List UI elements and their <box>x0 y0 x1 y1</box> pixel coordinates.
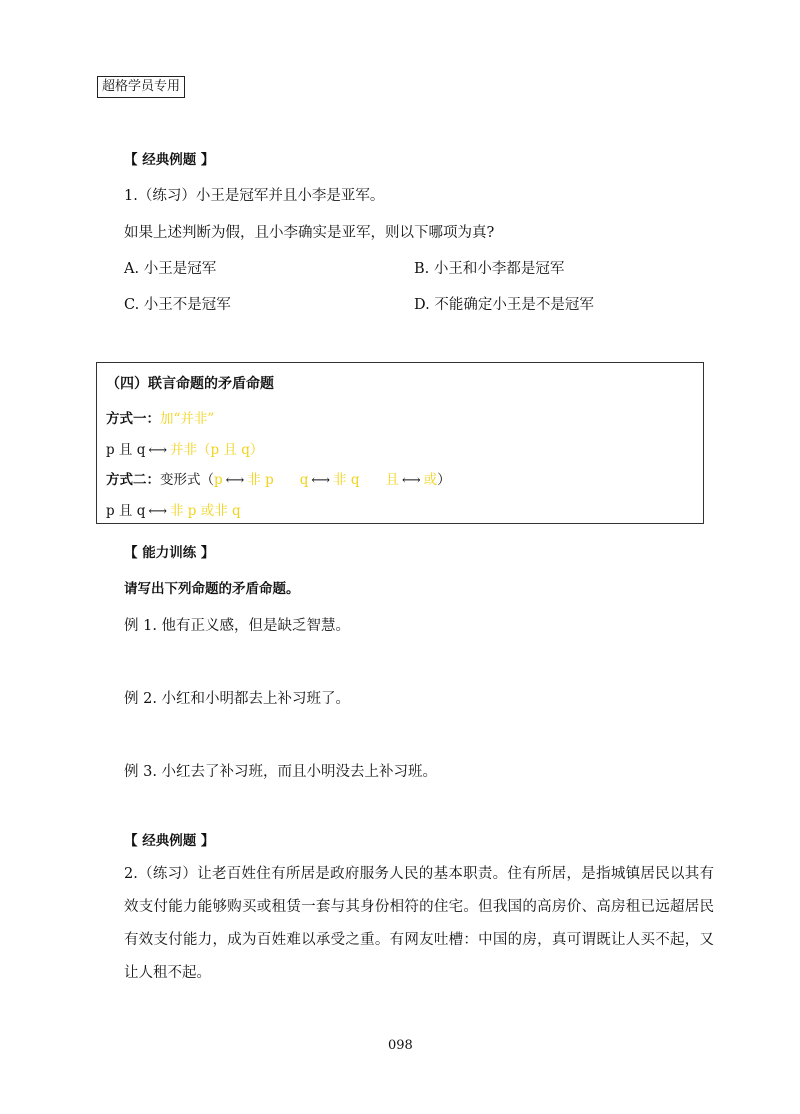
equivalence-line-2 <box>106 499 241 519</box>
word-and: 且 <box>385 472 399 488</box>
example-2: 例 2. 小红和小明都去上补习班了。 <box>124 691 351 707</box>
double-arrow-icon: ⟷ <box>401 473 421 488</box>
training-instruction: 请写出下列命题的矛盾命题。 <box>124 581 300 597</box>
section-heading-ability-training: 【 能力训练 】 <box>124 545 215 561</box>
method-two-text: 变形式（ <box>160 472 214 488</box>
expr-p-and-q: p 且 q <box>106 503 146 519</box>
double-arrow-icon: ⟷ <box>148 443 168 458</box>
section-heading-classic-example: 【 经典例题 】 <box>124 152 215 168</box>
var-not-p: 非 p <box>247 472 274 488</box>
word-or: 或 <box>423 472 438 488</box>
double-arrow-icon: ⟷ <box>311 473 331 488</box>
var-p: p <box>214 472 223 488</box>
method-two-close: ） <box>437 472 451 488</box>
question-1-stem: 1.（练习）小王是冠军并且小李是亚军。 <box>124 188 385 204</box>
question-1-prompt: 如果上述判断为假，且小李确实是亚军，则以下哪项为真? <box>124 225 495 241</box>
equivalence-line-1 <box>106 438 263 458</box>
double-arrow-icon: ⟷ <box>225 473 245 488</box>
conjunction-contradiction-box <box>96 362 704 524</box>
page-number: 098 <box>388 1038 413 1053</box>
section-heading-classic-example-2: 【 经典例题 】 <box>124 833 215 849</box>
box-title: （四）联言命题的矛盾命题 <box>106 376 274 392</box>
method-one-label: 方式一： <box>106 411 160 427</box>
var-not-q: 非 q <box>333 472 360 488</box>
expr-not-p-or-not-q: 非 p 或非 q <box>170 503 241 519</box>
var-q: q <box>299 472 309 488</box>
student-only-badge: 超格学员专用 <box>97 76 185 98</box>
expr-p-and-q: p 且 q <box>106 442 146 458</box>
method-one-text: 加“并非” <box>160 411 215 427</box>
example-3: 例 3. 小红去了补习班，而且小明没去上补习班。 <box>124 764 438 780</box>
option-d: D. 不能确定小王是不是冠军 <box>414 297 594 313</box>
method-two-line <box>106 468 451 488</box>
method-one-line <box>106 407 214 427</box>
question-2-text: 2.（练习）让老百姓住有所居是政府服务人民的基本职责。住有所居，是指城镇居民以其有效支付能力能够购买或租赁一套与其身份相符的住宅。但我国的高房价、高房租已远超居民有效支付能力，成为百姓难以承受之重。有网友吐槽：中国的房，真可谓既让人买不起，又让人租不起。 <box>124 866 714 981</box>
option-b: B. 小王和小李都是冠军 <box>414 261 565 277</box>
option-c: C. 小王不是冠军 <box>124 297 231 313</box>
option-a: A. 小王是冠军 <box>124 261 217 277</box>
double-arrow-icon: ⟷ <box>148 504 168 519</box>
method-two-label: 方式二： <box>106 472 160 488</box>
example-1: 例 1. 他有正义感，但是缺乏智慧。 <box>124 618 351 634</box>
expr-not-p-and-q: 并非（p 且 q） <box>170 442 264 458</box>
